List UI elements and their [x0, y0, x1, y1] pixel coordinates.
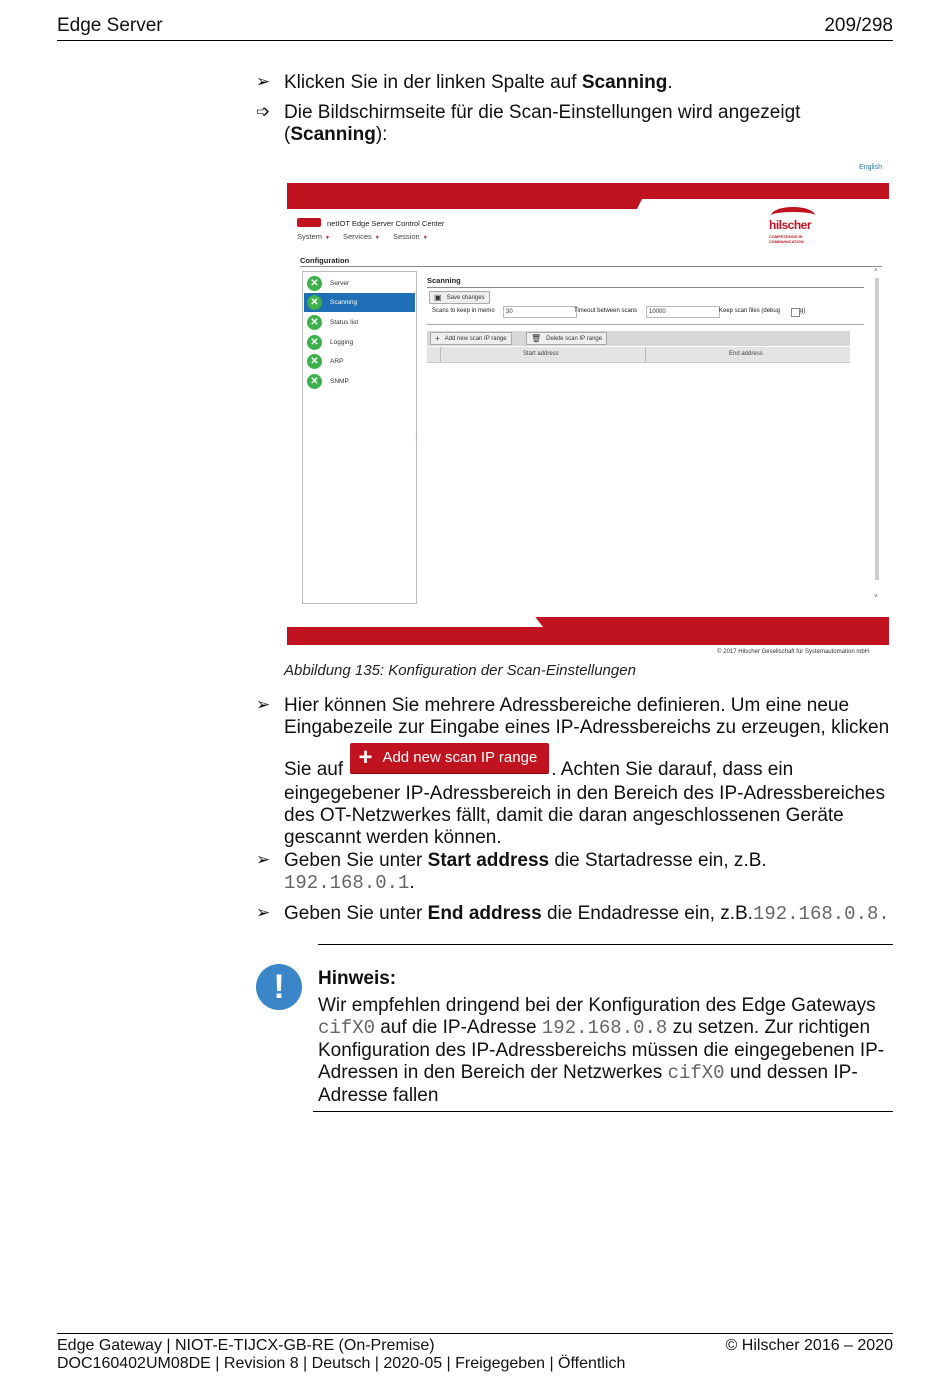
column-start-address[interactable]: Start address — [523, 351, 559, 357]
wrench-icon: ✕ — [307, 354, 322, 369]
scroll-up-icon: ˄ — [874, 268, 878, 274]
range-toolbar — [427, 331, 850, 346]
scanning-screenshot: English netIOT Edge Server Control Center System ▼ Services ▼ Session ▼ hilscher COMPETENCE IN COMMUNICATION Configuration ✕ Server ✕ Scanning ✕ Status list ✕ Logging ✕ ARP ✕ SNMP ⁝ Scanning ▣ Save changes Scans to keep in memo 30 Timeout between scans 10000 Keep scan files (debug g) + Add new scan IP range 🗑 Delete scan IP range Start address End address ˄ ˅ © 2017 Hilscher Gesellschaft für Systemautomation mbH — [287, 157, 889, 661]
splitter-handle[interactable]: ⁝ — [415, 436, 418, 443]
keep-scan-files-checkbox[interactable] — [791, 308, 800, 317]
delete-scan-range-button[interactable]: 🗑 Delete scan IP range — [526, 332, 607, 345]
scans-to-keep-input[interactable]: 30 — [503, 306, 577, 318]
sidebar-item-arp[interactable]: ✕ ARP — [304, 352, 415, 371]
scroll-down-icon: ˅ — [874, 594, 878, 600]
trash-icon: 🗑 — [531, 334, 542, 343]
range-table-header — [427, 347, 850, 363]
arrow-bullet-icon: ➢ — [256, 72, 271, 91]
arrow-bullet-icon: ➢ — [256, 695, 271, 714]
wrench-icon: ✕ — [307, 276, 322, 291]
hilscher-logo: hilscher COMPETENCE IN COMMUNICATION — [769, 207, 821, 243]
sidebar-item-logging[interactable]: ✕ Logging — [304, 333, 415, 352]
header-divider — [57, 40, 893, 41]
footer-document: DOC160402UM08DE | Revision 8 | Deutsch | 2020-05 | Freigegeben | Öffentlich — [57, 1355, 626, 1372]
step-click-scanning: Klicken Sie in der linken Spalte auf Scanning. — [284, 72, 673, 93]
menu-system[interactable]: System ▼ — [297, 232, 330, 241]
wrench-icon: ✕ — [307, 335, 322, 350]
column-end-address[interactable]: End address — [729, 351, 763, 357]
wrench-icon: ✕ — [307, 295, 322, 310]
sidebar-item-snmp[interactable]: ✕ SNMP — [304, 372, 415, 391]
add-new-scan-ip-range-button[interactable]: + Add new scan IP range — [350, 743, 549, 773]
caret-down-icon: ▼ — [325, 235, 330, 241]
bottom-banner — [287, 617, 889, 645]
instruction-end-address: Geben Sie unter End address die Endadresse ein, z.B.192.168.0.8. — [284, 903, 890, 925]
footer-divider — [57, 1333, 893, 1334]
app-name: netIOT Edge Server Control Center — [327, 219, 445, 228]
sidebar-item-status-list[interactable]: ✕ Status list — [304, 313, 415, 332]
result-text: Die Bildschirmseite für die Scan-Einstellungen wird angezeigt (Scanning): — [284, 102, 801, 145]
arrow-bullet-icon: ➢ — [256, 903, 271, 922]
instruction-add-range: Hier können Sie mehrere Adressbereiche definieren. Um eine neue Eingabezeile zur Eingabe eines IP-Adressbereichs zu erzeugen, klicken Sie auf + Add new scan IP range . Achten Sie darauf, dass ein eingegebener IP-Adressbereich in den Bereich des IP-Adressbereiches des OT-Netzwerkes fällt, damit die daran angeschlossenen Geräte gescannt werden können. — [284, 695, 890, 848]
configuration-heading: Configuration — [300, 256, 350, 265]
caret-down-icon: ▼ — [422, 235, 428, 241]
scanning-pane-title: Scanning — [427, 276, 461, 285]
small-logo-icon — [297, 218, 321, 227]
config-sidebar — [302, 271, 417, 604]
screenshot-copyright: © 2017 Hilscher Gesellschaft für Systemautomation mbH — [717, 649, 869, 655]
scans-to-keep-label: Scans to keep in memo — [432, 308, 495, 314]
top-banner — [287, 183, 889, 209]
timeout-input[interactable]: 10000 — [646, 306, 720, 318]
menu-services[interactable]: Services ▼ — [343, 232, 380, 241]
keep-scan-files-label: Keep scan files (debug — [719, 308, 781, 314]
vertical-scrollbar[interactable] — [874, 270, 880, 606]
header-title: Edge Server — [57, 15, 163, 36]
note-title: Hinweis: — [318, 968, 397, 989]
footer-product: Edge Gateway | NIOT-E-TIJCX-GB-RE (On-Premise) — [57, 1337, 435, 1354]
arrow-bullet-icon: ➢ — [256, 850, 271, 869]
sidebar-item-scanning[interactable]: ✕ Scanning — [304, 293, 415, 312]
timeout-label: Timeout between scans — [574, 308, 638, 314]
result-arrow-icon: ➩ — [256, 102, 271, 121]
wrench-icon: ✕ — [307, 315, 322, 330]
note-box: Hinweis: Wir empfehlen dringend bei der Konfiguration des Edge Gateways cifX0 auf die IP-Adresse 192.168.0.8 zu setzen. Zur richtigen Konfiguration des IP-Adressbereichs müssen die eingegebenen IP- Adressen in den Bereich der Netzwerkes cifX0 und dessen IP- Adresse fallen — [318, 968, 894, 1107]
figure-caption: Abbildung 135: Konfiguration der Scan-Einstellungen — [284, 662, 636, 679]
page-number: 209/298 — [824, 15, 893, 36]
add-scan-range-button[interactable]: + Add new scan IP range — [430, 332, 512, 345]
plus-icon: + — [358, 744, 373, 771]
wrench-icon: ✕ — [307, 374, 322, 389]
save-icon: ▣ — [434, 293, 442, 302]
plus-icon: + — [435, 334, 440, 343]
menu-session[interactable]: Session ▼ — [393, 232, 428, 241]
sidebar-item-server[interactable]: ✕ Server — [304, 274, 415, 293]
instruction-start-address: Geben Sie unter Start address die Startadresse ein, z.B. 192.168.0.1. — [284, 850, 767, 894]
caret-down-icon: ▼ — [374, 235, 380, 241]
save-changes-button[interactable]: ▣ Save changes — [429, 291, 490, 304]
exclamation-icon: ! — [256, 964, 302, 1010]
footer-copyright: © Hilscher 2016 – 2020 — [725, 1337, 893, 1354]
language-link[interactable]: English — [859, 164, 882, 171]
